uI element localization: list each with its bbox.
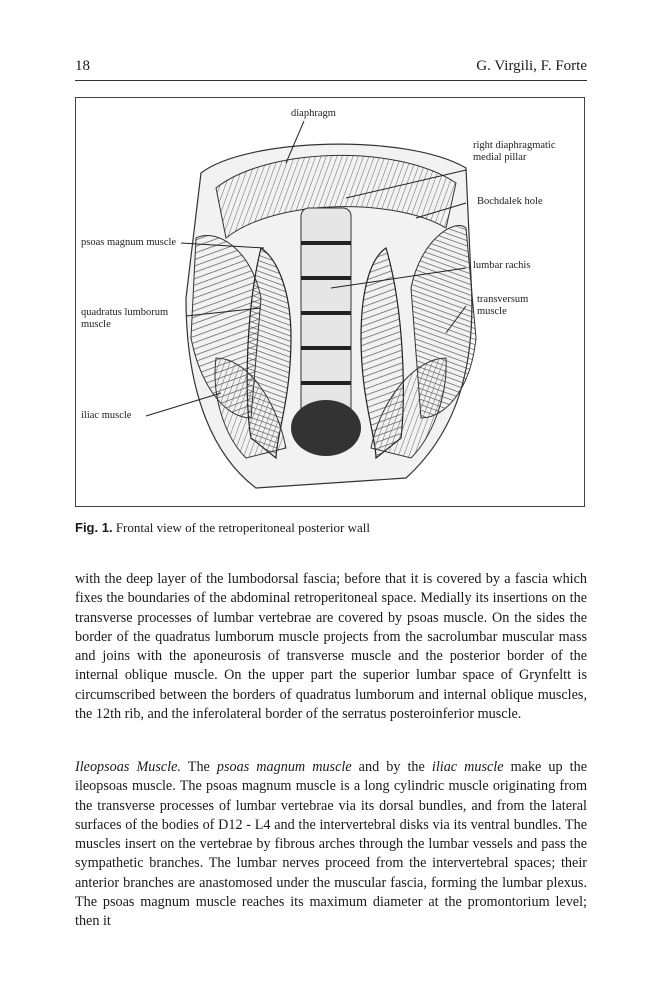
figure-1 — [75, 97, 585, 507]
body-paragraph-2 — [75, 758, 587, 932]
pelvis-shape — [291, 400, 361, 456]
text-run: make up the ileopsoas muscle. The psoas magnum muscle is a long cylindric muscle originating from the transverse processes of lumbar vertebrae via its dorsal bundles, and from the lateral surfaces of the bodies of D12 - L4 and the intervertebral disks via its ventral bundles. The muscles insert on the vertebrae by fibrous arches through the lumbar vessels and pass the sympathetic branches. The lumbar nerves proceed from the intervertebral spaces; their anterior branches are anastomosed under the muscular fascia, forming the lumbar plexus. The psoas magnum muscle reaches its maximum diameter at the promontorium level; then it — [75, 759, 587, 930]
label-transversum: transversum muscle — [477, 294, 529, 317]
term-psoas-magnum: psoas magnum muscle — [216, 759, 352, 775]
section-heading-ileopsoas: Ileopsoas Muscle. — [75, 759, 181, 775]
label-psoas-magnum: psoas magnum muscle — [81, 237, 177, 248]
label-quadratus-lumborum: quadratus lumborum muscle — [81, 307, 169, 330]
label-right-diaphragmatic-pillar: right diaphragmatic medial pillar — [473, 140, 556, 163]
figure-caption — [75, 520, 370, 536]
running-head-authors: G. Virgili, F. Forte — [476, 58, 587, 74]
label-bochdalek-hole: Bochdalek hole — [477, 196, 543, 207]
caption-text: Frontal view of the retroperitoneal posterior wall — [112, 520, 370, 535]
page-number: 18 — [75, 58, 90, 74]
running-head — [75, 58, 587, 80]
lumbar-spine-shape — [301, 208, 351, 418]
label-diaphragm: diaphragm — [291, 108, 336, 119]
label-iliac-muscle: iliac muscle — [81, 410, 132, 421]
figure-number: Fig. 1. — [75, 520, 113, 535]
text-run: The — [180, 759, 217, 775]
text-run: and by the — [351, 759, 432, 775]
header-rule — [75, 80, 587, 81]
term-iliac-muscle: iliac muscle — [431, 759, 504, 775]
body-paragraph-1: with the deep layer of the lumbodorsal fascia; before that it is covered by a fascia which fixes the boundaries of the abdominal retroperitoneal space. Medially its insertions on the transverse processes of lumbar vertebrae are covered by psoas muscle. On the sides the border of the quadratus lumborum muscle projects from the sacrolumbar muscular mass and joins with the aponeurosis of transverse muscle and the posterior border of the internal oblique muscle. On the upper part the superior lumbar space of Grynfeltt is circumscribed between the borders of quadratus lumborum and internal oblique muscles, the 12th rib, and the inferolateral border of the serratus posteroinferior muscle. — [75, 571, 587, 723]
label-lumbar-rachis: lumbar rachis — [473, 260, 531, 271]
